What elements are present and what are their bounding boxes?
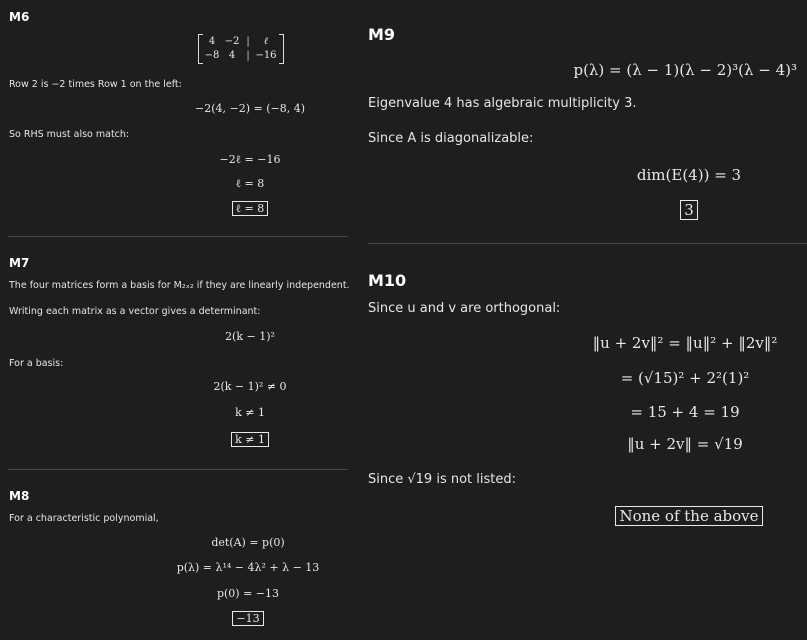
- m10-text-not-listed: Since √19 is not listed:: [368, 472, 517, 487]
- m10-answer-container: [589, 507, 789, 525]
- matrix-cell: 4: [208, 36, 216, 47]
- m7-text-basis: The four matrices form a basis for M₂ₓ₂ if they are linearly independent.: [9, 280, 350, 291]
- m8-equation-1: det(A) = p(0): [211, 536, 285, 549]
- matrix-cell: 4: [228, 50, 236, 61]
- m7-heading: M7: [9, 256, 30, 270]
- m10-equation-3: = 15 + 4 = 19: [630, 403, 740, 421]
- m6-heading: M6: [9, 10, 30, 24]
- m7-equation-2: 2(k − 1)² ≠ 0: [213, 380, 287, 393]
- m9-equation-1: p(λ) = (λ − 1)(λ − 2)³(λ − 4)³: [573, 61, 797, 79]
- matrix-separator: |: [246, 50, 250, 61]
- m9-text-diagonalizable: Since A is diagonalizable:: [368, 131, 534, 146]
- m10-equation-4: ‖u + 2v‖ = √19: [627, 435, 743, 453]
- m6-text-rhs: So RHS must also match:: [9, 129, 130, 140]
- divider: [368, 243, 807, 244]
- m7-text-for-basis: For a basis:: [9, 358, 64, 369]
- m6-equation-1: −2(4, −2) = (−8, 4): [194, 102, 305, 115]
- matrix-right-bracket: [279, 34, 284, 64]
- m9-equation-2: dim(E(4)) = 3: [636, 166, 742, 184]
- m10-equation-1: ‖u + 2v‖² = ‖u‖² + ‖2v‖²: [592, 334, 778, 352]
- m7-equation-3: k ≠ 1: [235, 406, 265, 419]
- m8-answer-container: [168, 612, 328, 625]
- matrix-cell: −2: [224, 36, 240, 47]
- m7-answer-container: [190, 433, 310, 446]
- m10-answer-box: None of the above: [615, 506, 762, 526]
- divider: [8, 236, 348, 237]
- m6-equation-2: −2ℓ = −16: [219, 153, 281, 166]
- m6-answer-box: ℓ = 8: [232, 201, 268, 216]
- m10-equation-2: = (√15)² + 2²(1)²: [620, 369, 750, 387]
- m8-equation-2: p(λ) = λ¹⁴ − 4λ² + λ − 13: [176, 561, 320, 574]
- m10-text-orthogonal: Since u and v are orthogonal:: [368, 301, 561, 316]
- m9-answer-container: [609, 201, 769, 219]
- m8-answer-box: −13: [232, 611, 263, 626]
- m6-equation-3: ℓ = 8: [235, 177, 265, 190]
- divider: [8, 469, 348, 470]
- m8-heading: M8: [9, 489, 30, 503]
- m9-answer-box: 3: [680, 200, 698, 220]
- m7-equation-1: 2(k − 1)²: [225, 330, 275, 343]
- m9-text-multiplicity: Eigenvalue 4 has algebraic multiplicity 3.: [368, 96, 637, 111]
- m9-heading: M9: [368, 25, 396, 44]
- m7-answer-box: k ≠ 1: [231, 432, 269, 447]
- matrix-cell: −8: [204, 50, 220, 61]
- m10-heading: M10: [368, 271, 407, 290]
- matrix-cell: ℓ: [263, 36, 269, 47]
- m8-text-polynomial: For a characteristic polynomial,: [9, 513, 159, 524]
- m8-equation-3: p(0) = −13: [216, 587, 280, 600]
- m6-augmented-matrix: [198, 34, 284, 64]
- matrix-cell: −16: [255, 50, 277, 61]
- matrix-separator: |: [246, 36, 250, 47]
- m6-text-row2: Row 2 is −2 times Row 1 on the left:: [9, 79, 182, 90]
- m6-answer-container: [190, 202, 310, 215]
- m7-text-determinant: Writing each matrix as a vector gives a determinant:: [9, 306, 261, 317]
